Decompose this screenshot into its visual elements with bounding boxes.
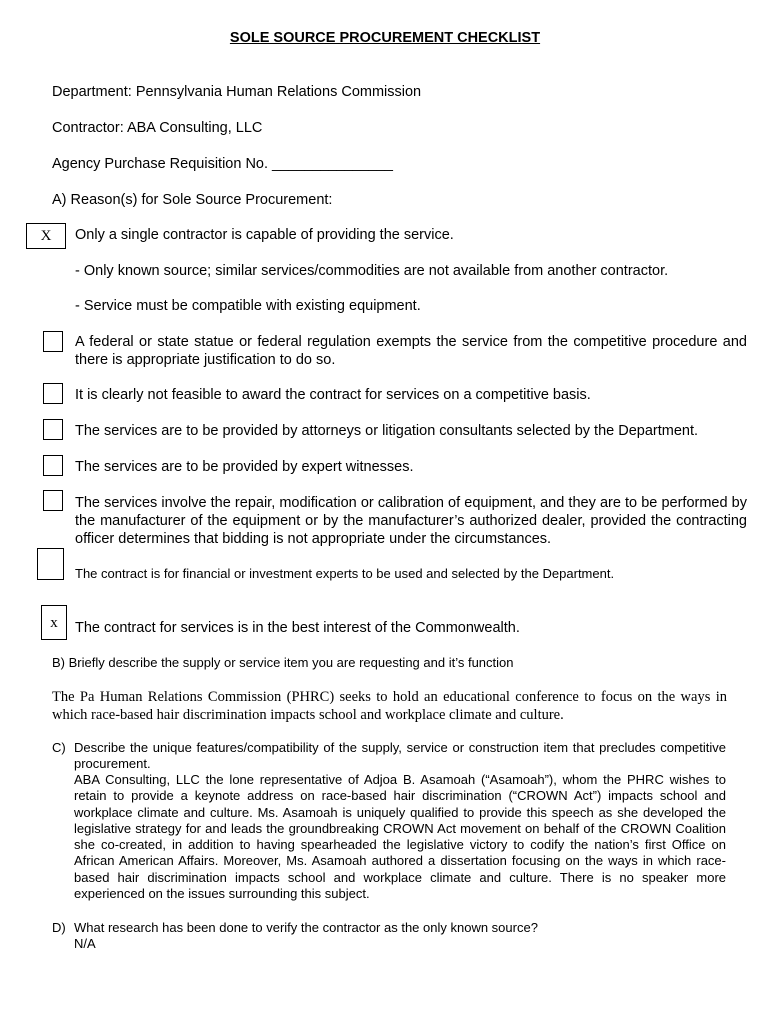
section-d-heading: What research has been done to verify the contractor as the only known source?: [74, 920, 538, 935]
checkbox-not-feasible[interactable]: [43, 383, 63, 404]
section-c-answer: ABA Consulting, LLC the lone representative of Adjoa B. Asamoah (“Asamoah”), whom the PHRC wishes to retain to provide a keynote address on race-based hair discrimination (“CROWN Act”) impacts school and workplace climate and culture. Ms. Asamoah is uniquely qualified to provide this speech as she developed the legislative strategy for and leads the groundbreaking CROWN Act movement on behalf of the CROWN Coalition she co-created, in addition to having spearheaded the legislative victory to codify the nation’s first Office on African American Affairs. Moreover, Ms. Asamoah authored a dissertation focusing on the ways in which race-based hair discrimination impacts school and workplace climate and culture. There is no speaker more experienced on the issues surrounding this subject.: [74, 772, 726, 902]
checkbox-expert-witnesses[interactable]: [43, 455, 63, 476]
sub-item-compatible-equipment: - Service must be compatible with existing equipment.: [75, 298, 421, 314]
option-financial-experts: The contract is for financial or investment experts to be used and selected by the Department.: [75, 566, 615, 581]
checkbox-equipment-repair[interactable]: [43, 490, 63, 511]
checkbox-best-interest[interactable]: x: [41, 605, 67, 640]
checkbox-attorneys[interactable]: [43, 419, 63, 440]
section-d-label: D): [52, 920, 66, 935]
checkbox-financial-experts[interactable]: [37, 548, 64, 580]
option-not-feasible: It is clearly not feasible to award the contract for services on a competitive basis.: [75, 387, 591, 403]
checkbox-regulation-exempts[interactable]: [43, 331, 63, 352]
option-attorneys: The services are to be provided by attorneys or litigation consultants selected by the Department.: [75, 423, 699, 439]
option-best-interest: The contract for services is in the best interest of the Commonwealth.: [75, 620, 520, 636]
sub-item-only-known-source: - Only known source; similar services/commodities are not available from another contractor.: [75, 263, 669, 279]
section-a-heading: A) Reason(s) for Sole Source Procurement:: [52, 192, 333, 208]
option-equipment-repair: The services involve the repair, modification or calibration of equipment, and they are to be performed by the manufacturer of the equipment or by the manufacturer’s authorized dealer, provided the contracting officer determines that bidding is not appropriate under the circumstances.: [75, 495, 747, 547]
page-title: SOLE SOURCE PROCUREMENT CHECKLIST: [229, 30, 541, 46]
checkbox-single-contractor[interactable]: X: [26, 223, 66, 249]
contractor-line: Contractor: ABA Consulting, LLC: [52, 120, 263, 136]
section-b-answer: The Pa Human Relations Commission (PHRC) seeks to hold an educational conference to focus on the ways in which race-based hair discrimination impacts school and workplace climate and culture.: [52, 689, 727, 723]
section-c-label: C): [52, 740, 66, 755]
option-single-contractor: Only a single contractor is capable of providing the service.: [75, 227, 454, 243]
option-expert-witnesses: The services are to be provided by expert witnesses.: [75, 459, 414, 475]
requisition-line: Agency Purchase Requisition No. _______________: [52, 156, 393, 172]
department-line: Department: Pennsylvania Human Relations Commission: [52, 84, 422, 100]
option-regulation-exempts: A federal or state statue or federal regulation exempts the service from the competitive procedure and there is appropriate justification to do so.: [75, 334, 747, 368]
section-d-answer: N/A: [74, 936, 96, 951]
section-c-heading: Describe the unique features/compatibility of the supply, service or construction item that precludes competitive procurement.: [74, 740, 726, 772]
section-b-heading: B) Briefly describe the supply or service item you are requesting and it’s function: [52, 655, 514, 670]
